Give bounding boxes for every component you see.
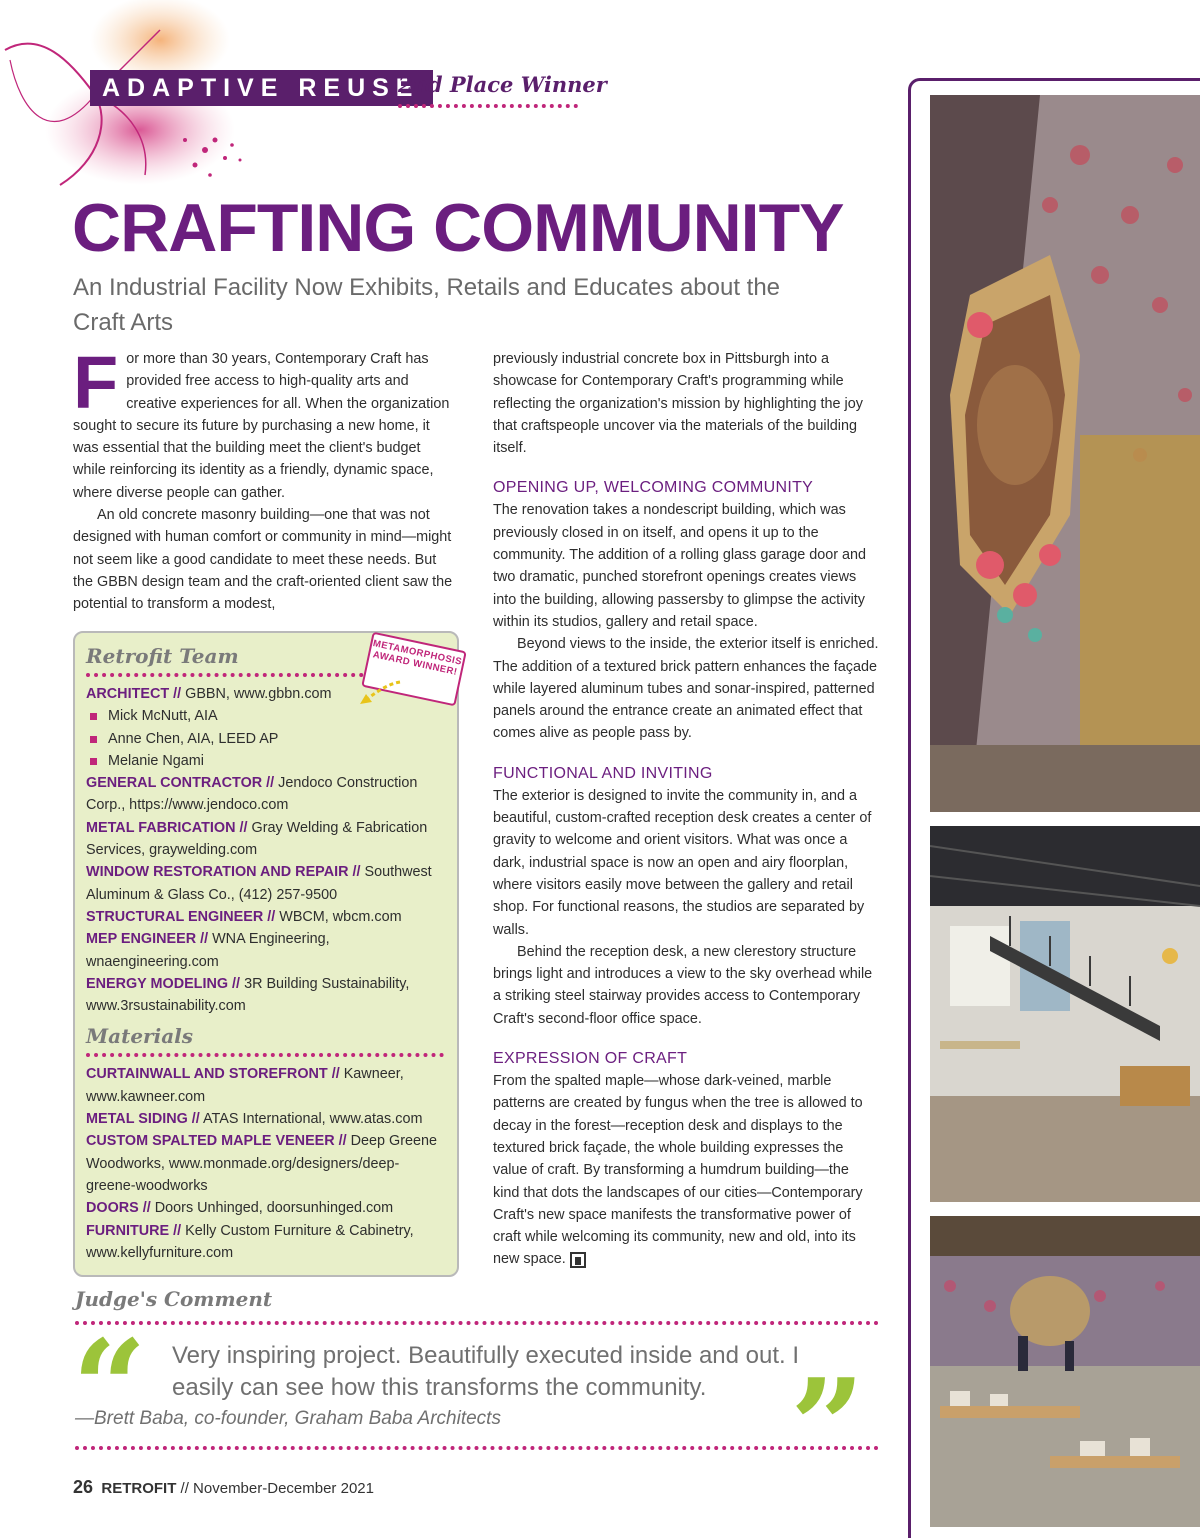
- magazine-name: RETROFIT: [101, 1480, 177, 1497]
- credit-window-restoration: WINDOW RESTORATION AND REPAIR // Southwest Aluminum & Glass Co., (412) 257-9500: [86, 864, 432, 903]
- end-mark-icon: [570, 1252, 586, 1268]
- close-quote-icon: ”: [790, 1350, 865, 1503]
- dotted-divider: [86, 1053, 444, 1057]
- drop-cap: F: [73, 341, 119, 424]
- body-column-left: [73, 341, 457, 616]
- award-underline: [398, 104, 578, 108]
- award-label: 2nd Place Winner: [398, 72, 607, 97]
- dotted-divider-bottom: [75, 1446, 879, 1450]
- section-tag: ADAPTIVE REUSE: [90, 70, 433, 106]
- open-quote-icon: “: [72, 1311, 147, 1464]
- body-column-right: [493, 348, 879, 1271]
- credit-metal-siding: METAL SIDING // ATAS International, www.atas.com: [86, 1111, 423, 1128]
- credit-structural-engineer: STRUCTURAL ENGINEER // WBCM, wbcm.com: [86, 908, 402, 925]
- paragraph-3: previously industrial concrete box in Pittsburgh into a showcase for Contemporary Craft's programming while reflecting the organization's mission by highlighting the joy that craftspeople uncover via the materials of the building itself.: [493, 351, 863, 457]
- award-badge: METAMORPHOSIS AWARD WINNER!: [361, 632, 467, 707]
- page-number: 26: [73, 1477, 94, 1497]
- credit-mep-engineer: MEP ENGINEER // WNA Engineering, wnaengineering.com: [86, 931, 330, 970]
- paragraph-8: From the spalted maple—whose dark-veined, marble patterns are created by fungus when the tree is allowed to decay in the forest—reception desk and displays to the textured brick façade, the whole building expresses the value of craft. By transforming a humdrum building—the kind that dots the landscapes of our cities—Contemporary Craft's new space manifests the transformative power of craft while welcoming its community, new and old, into its new space.: [493, 1073, 863, 1268]
- retrofit-team-heading: Retrofit Team: [86, 644, 239, 668]
- subhead-functional: FUNCTIONAL AND INVITING: [493, 764, 713, 782]
- credit-maple-veneer: CUSTOM SPALTED MAPLE VENEER // Deep Greene Woodworks, www.monmade.org/designers/deep-greene-woodworks: [86, 1133, 438, 1194]
- badge-arrow-icon: [352, 678, 404, 708]
- subhead-expression: EXPRESSION OF CRAFT: [493, 1050, 688, 1068]
- judge-quote: Very inspiring project. Beautifully executed inside and out. I easily can see how this transforms the community.: [172, 1342, 800, 1401]
- article-title: CRAFTING COMMUNITY: [72, 190, 844, 266]
- dotted-divider-top: [75, 1321, 879, 1325]
- paragraph-5: Beyond views to the inside, the exterior itself is enriched. The addition of a textured brick pattern enhances the façade while layered aluminum tubes and sonar-inspired, patterned panels around the entrance create an animated effect that comes alive as people pass by.: [493, 636, 879, 742]
- subhead-opening-up: OPENING UP, WELCOMING COMMUNITY: [493, 479, 814, 497]
- team-member: Anne Chen, AIA, LEED AP: [86, 728, 448, 750]
- page-footer: [73, 1477, 374, 1498]
- judges-comment-heading: Judge's Comment: [75, 1287, 273, 1311]
- issue-date: // November-December 2021: [180, 1480, 374, 1497]
- retrofit-team-box: [73, 631, 459, 1277]
- credit-general-contractor: GENERAL CONTRACTOR // Jendoco Construction Corp., https://www.jendoco.com: [86, 775, 418, 814]
- photo-gallery-retail: [930, 1216, 1200, 1527]
- paragraph-6: The exterior is designed to invite the community in, and a beautiful, custom-crafted reception desk creates a center of gravity to welcome and orient visitors. What was once a dark, industrial space is now an open and airy floorplan, where visitors easily move between the gallery and retail shop. For functional reasons, the studios are separated by walls.: [493, 787, 872, 938]
- credit-furniture: FURNITURE // Kelly Custom Furniture & Cabinetry, www.kellyfurniture.com: [86, 1222, 414, 1261]
- photo-mural-wall: [930, 95, 1200, 812]
- materials-heading: Materials: [86, 1024, 194, 1049]
- team-member: Melanie Ngami: [86, 750, 448, 772]
- paragraph-2: An old concrete masonry building—one that was not designed with human comfort or community in mind—might not seem like a good candidate to meet these needs. But the GBBN design team and the craft-oriented client saw the potential to transform a modest,: [73, 507, 453, 613]
- intro-paragraph: [73, 341, 457, 504]
- credit-metal-fabrication: METAL FABRICATION // Gray Welding & Fabrication Services, graywelding.com: [86, 819, 428, 859]
- photo-interior-stair: [930, 826, 1200, 1202]
- credit-architect: ARCHITECT // GBBN, www.gbbn.com: [86, 686, 332, 702]
- paragraph-7: Behind the reception desk, a new clerestory structure brings light and introduces a view to the sky overhead while a striking steel stairway provides access to Contemporary Craft's second-floor office space.: [493, 943, 873, 1027]
- credit-curtainwall: CURTAINWALL AND STOREFRONT // Kawneer, www.kawneer.com: [86, 1066, 404, 1105]
- credit-doors: DOORS // Doors Unhinged, doorsunhinged.com: [86, 1200, 394, 1217]
- article-subtitle: An Industrial Facility Now Exhibits, Retails and Educates about the Craft Arts: [73, 274, 781, 336]
- credit-energy-modeling: ENERGY MODELING // 3R Building Sustainability, www.3rsustainability.com: [86, 975, 410, 1015]
- paragraph-4: The renovation takes a nondescript building, which was previously closed in on itself, and opens it up to the community. The addition of a rolling glass garage door and two dramatic, punched storefront openings creates views into the building, allowing passersby to glimpse the activity within its studios, gallery and retail space.: [493, 502, 867, 630]
- judge-attribution: —Brett Baba, co-founder, Graham Baba Architects: [75, 1408, 501, 1429]
- intro-text: or more than 30 years, Contemporary Craft has provided free access to high-quality arts and creative experiences for all. When the organization sought to secure its future by purchasing a new home, it was essential that the building meet the client's budget while reinforcing its identity as a friendly, dynamic space, where diverse people can gather.: [73, 351, 450, 501]
- team-member: Mick McNutt, AIA: [86, 705, 448, 727]
